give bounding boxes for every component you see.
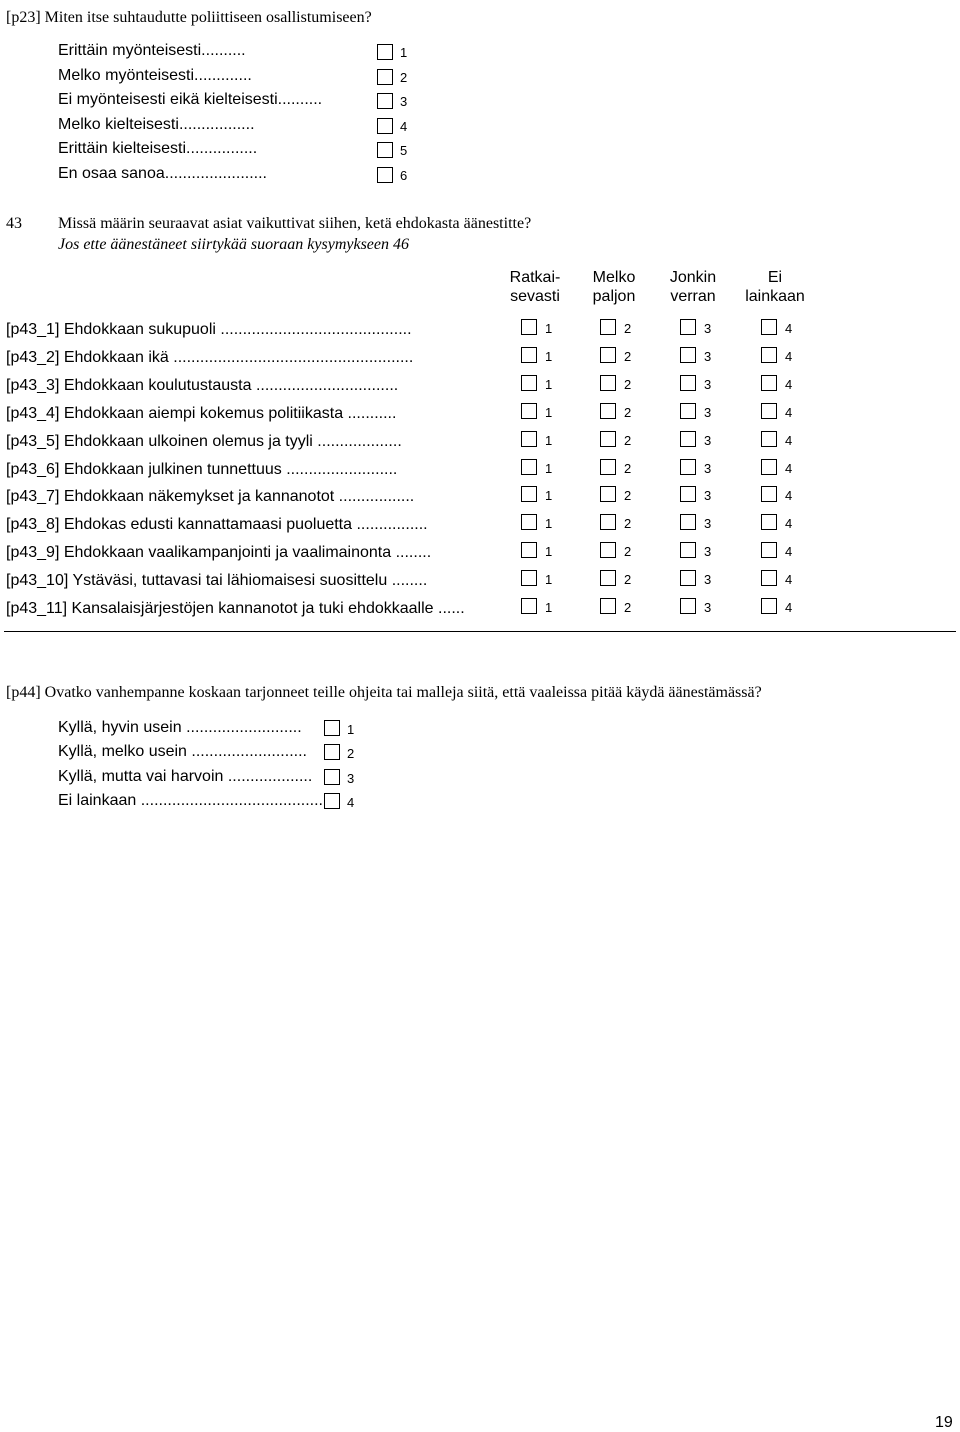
rating-cell [761,514,792,533]
q43-row [6,488,956,516]
rating-cell [761,403,792,422]
option-label: Kyllä, melko usein [58,743,187,761]
column-header-line1: Melko [592,269,636,286]
column-header-line2: sevasti [510,288,560,305]
rating-cell [600,570,631,589]
checkbox[interactable] [377,142,393,158]
option-code: 2 [624,544,632,560]
option-code: 2 [624,376,632,392]
row-label: [p43_7] Ehdokkaan näkemykset ja kannanotot [6,488,335,506]
leader-dots: ................. [178,115,255,133]
checkbox[interactable] [600,375,616,391]
row-label-group [6,349,413,367]
leader-dots: ......................... [281,460,398,478]
p44-option [58,719,302,737]
row-label-group [6,321,412,339]
checkbox[interactable] [521,403,537,419]
checkbox[interactable] [761,347,777,363]
section-divider [4,631,956,632]
option-code: 4 [785,460,793,476]
row-label-group [6,544,431,562]
column-header-line2: verran [670,288,716,305]
checkbox[interactable] [377,44,393,60]
rating-cell [600,486,631,505]
p23-option [58,116,255,134]
option-code: 3 [347,770,355,786]
rating-cell [521,403,552,422]
leader-dots: ................... [312,432,402,450]
checkbox[interactable] [521,375,537,391]
question-p23-title: [p23] Miten itse suhtaudutte poliittiseen osallistumiseen? [6,9,372,26]
option-code: 3 [704,460,712,476]
rating-cell [761,319,792,338]
option-code: 4 [785,516,793,532]
column-header-line2: lainkaan [745,288,805,305]
column-header-line1: Ei [767,269,783,286]
checkbox[interactable] [600,598,616,614]
checkbox[interactable] [600,570,616,586]
checkbox[interactable] [600,486,616,502]
p44-option [58,792,323,810]
option-code: 4 [785,321,793,336]
option-code: 3 [400,94,408,109]
checkbox[interactable] [521,542,537,558]
leader-dots: ......................................... [136,791,323,809]
checkbox[interactable] [324,793,340,809]
checkbox[interactable] [761,403,777,419]
checkbox[interactable] [680,431,696,447]
checkbox[interactable] [680,486,696,502]
rating-cell [521,570,552,589]
checkbox[interactable] [324,720,340,736]
column-header-line1: Ratkai- [509,269,561,286]
rating-cell [600,347,631,366]
row-label: [p43_9] Ehdokkaan vaalikampanjointi ja vaalimainonta [6,544,392,562]
option-code: 1 [545,488,553,504]
option-label: Melko kielteisesti [58,115,179,133]
option-code: 4 [785,376,793,392]
p23-option [58,165,267,183]
rating-cell [761,459,792,478]
checkbox[interactable] [761,514,777,530]
leader-dots: ................ [352,516,428,534]
option-code: 4 [785,600,793,615]
option-label: Erittäin myönteisesti [58,42,202,59]
p23-option [58,91,322,109]
q43-row [6,461,956,489]
checkbox[interactable] [680,347,696,363]
column-header-line2: paljon [592,288,636,305]
q43-row [6,544,956,572]
checkbox[interactable] [761,431,777,447]
rating-cell [761,542,792,561]
option-code: 1 [400,45,408,60]
checkbox[interactable] [521,486,537,502]
checkbox[interactable] [680,514,696,530]
checkbox[interactable] [600,319,616,335]
checkbox[interactable] [521,319,537,335]
option-code: 2 [624,488,632,504]
rating-cell [761,486,792,505]
option-code: 2 [624,460,632,476]
rating-cell [680,598,711,617]
option-code: 1 [545,544,553,560]
option-code: 4 [785,544,793,560]
checkbox[interactable] [521,347,537,363]
option-code: 2 [624,348,632,364]
checkbox[interactable] [324,744,340,760]
option-code: 1 [545,600,553,615]
leader-dots: ............. [194,66,252,84]
row-label: [p43_2] Ehdokkaan ikä [6,348,169,366]
checkbox[interactable] [521,514,537,530]
q43-row [6,349,956,377]
checkbox[interactable] [761,319,777,335]
leader-dots: ........... [343,404,397,422]
page-number: 19 [935,1414,953,1431]
option-code: 1 [545,460,553,476]
option-label: Kyllä, hyvin usein [58,719,182,736]
rating-cell [600,459,631,478]
row-label: [p43_3] Ehdokkaan koulutustausta [6,376,252,394]
option-code: 2 [624,321,632,336]
option-code: 3 [704,432,712,448]
checkbox[interactable] [377,93,393,109]
row-label: [p43_4] Ehdokkaan aiempi kokemus politiikasta [6,404,344,422]
row-label-group [6,405,396,423]
leader-dots: ...... [433,600,465,617]
option-label: Kyllä, mutta vai harvoin [58,767,224,785]
rating-cell [600,375,631,394]
leader-dots: .......................... [186,743,307,761]
rating-cell [521,431,552,450]
row-label-group [6,572,427,590]
column-header [653,268,733,306]
row-label: [p43_8] Ehdokas edusti kannattamaasi puoluetta [6,516,353,534]
option-label: Erittäin kielteisesti [58,140,187,157]
option-code: 2 [624,432,632,448]
checkbox[interactable] [761,486,777,502]
q43-row [6,600,956,628]
question-43-title: Missä määrin seuraavat asiat vaikuttivat siihen, ketä ehdokasta äänestitte? [58,215,532,232]
p23-option [58,42,246,60]
option-code: 1 [545,348,553,364]
rating-cell [521,459,552,478]
checkbox[interactable] [324,769,340,785]
p23-option [58,67,252,85]
option-code: 2 [624,600,632,615]
option-code: 2 [347,746,355,762]
row-label: [p43_5] Ehdokkaan ulkoinen olemus ja tyyli [6,432,313,450]
option-code: 2 [400,69,408,85]
option-code: 4 [785,488,793,504]
option-code: 2 [624,404,632,420]
checkbox[interactable] [761,570,777,586]
q43-row [6,433,956,461]
leader-dots: ....................... [164,164,267,182]
option-code: 3 [704,544,712,560]
row-label-group [6,377,398,395]
column-header-line1: Jonkin [669,269,717,286]
rating-cell [680,514,711,533]
checkbox[interactable] [600,347,616,363]
rating-cell [761,347,792,366]
column-header [574,268,654,306]
leader-dots: ................ [186,140,258,157]
p44-option [58,768,312,786]
option-label: Ei lainkaan [58,791,137,809]
option-code: 3 [704,600,712,615]
rating-cell [521,486,552,505]
rating-cell [761,598,792,617]
checkbox[interactable] [600,403,616,419]
checkbox[interactable] [377,69,393,85]
option-label: En osaa sanoa [58,164,165,182]
question-43-instruction: Jos ette äänestäneet siirtykää suoraan kysymykseen 46 [58,236,410,253]
checkbox[interactable] [521,459,537,475]
option-label: Melko myönteisesti [58,66,195,84]
option-code: 4 [785,572,793,588]
row-label: [p43_11] Kansalaisjärjestöjen kannanotot ja tuki ehdokkaalle [6,600,434,617]
rating-cell [680,403,711,422]
option-code: 4 [785,432,793,448]
leader-dots: ........ [391,544,432,562]
leader-dots: ................. [334,488,415,506]
question-43-number: 43 [6,215,22,232]
option-code: 1 [347,722,355,737]
option-code: 5 [400,143,408,158]
leader-dots: ................................ [251,376,399,394]
checkbox[interactable] [521,598,537,614]
rating-cell [521,375,552,394]
option-code: 3 [704,404,712,420]
option-code: 1 [545,376,553,392]
checkbox[interactable] [600,542,616,558]
option-code: 1 [545,516,553,532]
row-label-group [6,461,397,479]
rating-cell [680,459,711,478]
rating-cell [680,347,711,366]
rating-cell [600,403,631,422]
rating-cell [680,319,711,338]
option-code: 2 [624,516,632,532]
rating-cell [521,542,552,561]
column-header [735,268,815,306]
option-code: 3 [704,516,712,532]
rating-cell [600,598,631,617]
column-header [495,268,575,306]
checkbox[interactable] [600,459,616,475]
option-code: 2 [624,572,632,588]
option-code: 4 [785,404,793,420]
rating-cell [680,431,711,450]
p44-option [58,743,307,761]
row-label-group [6,516,428,534]
rating-cell [600,431,631,450]
row-label: [p43_6] Ehdokkaan julkinen tunnettuus [6,460,282,478]
option-code: 4 [400,118,408,134]
option-code: 3 [704,348,712,364]
rating-cell [680,486,711,505]
checkbox[interactable] [680,459,696,475]
q43-row [6,405,956,433]
rating-cell [680,542,711,561]
option-code: 3 [704,321,712,336]
option-code: 4 [785,348,793,364]
leader-dots: ...................................................... [168,348,414,366]
checkbox[interactable] [377,167,393,183]
option-code: 4 [347,794,355,810]
checkbox[interactable] [680,319,696,335]
q43-row [6,377,956,405]
checkbox[interactable] [680,403,696,419]
q43-row [6,572,956,600]
row-label-group [6,433,402,451]
checkbox[interactable] [761,459,777,475]
row-label: [p43_1] Ehdokkaan sukupuoli [6,321,216,338]
option-code: 1 [545,432,553,448]
checkbox[interactable] [377,118,393,134]
rating-cell [761,570,792,589]
leader-dots: ........ [387,572,428,590]
row-label: [p43_10] Ystäväsi, tuttavasi tai lähiomaisesi suosittelu [6,572,388,590]
row-label-group [6,488,414,506]
option-code: 3 [704,376,712,392]
q43-row [6,321,956,349]
leader-dots: .......... [201,42,246,59]
q43-row [6,516,956,544]
option-code: 3 [704,572,712,588]
rating-cell [521,319,552,338]
option-code: 1 [545,321,553,336]
rating-cell [521,347,552,366]
checkbox[interactable] [600,431,616,447]
checkbox[interactable] [600,514,616,530]
rating-cell [600,514,631,533]
option-label: Ei myönteisesti eikä kielteisesti [58,91,278,108]
rating-cell [680,375,711,394]
rating-cell [761,431,792,450]
option-code: 6 [400,167,408,183]
checkbox[interactable] [521,431,537,447]
checkbox[interactable] [680,542,696,558]
checkbox[interactable] [680,598,696,614]
checkbox[interactable] [680,375,696,391]
option-code: 3 [704,488,712,504]
checkbox[interactable] [761,542,777,558]
option-code: 1 [545,572,553,588]
checkbox[interactable] [761,375,777,391]
leader-dots: .......................... [181,719,302,736]
p23-option [58,140,257,158]
row-label-group [6,600,465,618]
leader-dots: ........................................... [215,321,412,338]
option-code: 1 [545,404,553,420]
rating-cell [680,570,711,589]
checkbox[interactable] [680,570,696,586]
rating-cell [600,542,631,561]
question-p44-title: [p44] Ovatko vanhempanne koskaan tarjonneet teille ohjeita tai malleja siitä, että vaaleissa pitää käydä äänestämässä? [6,684,762,701]
leader-dots: ................... [223,767,313,785]
leader-dots: .......... [277,91,323,108]
checkbox[interactable] [521,570,537,586]
checkbox[interactable] [761,598,777,614]
rating-cell [521,514,552,533]
rating-cell [600,319,631,338]
rating-cell [761,375,792,394]
rating-cell [521,598,552,617]
